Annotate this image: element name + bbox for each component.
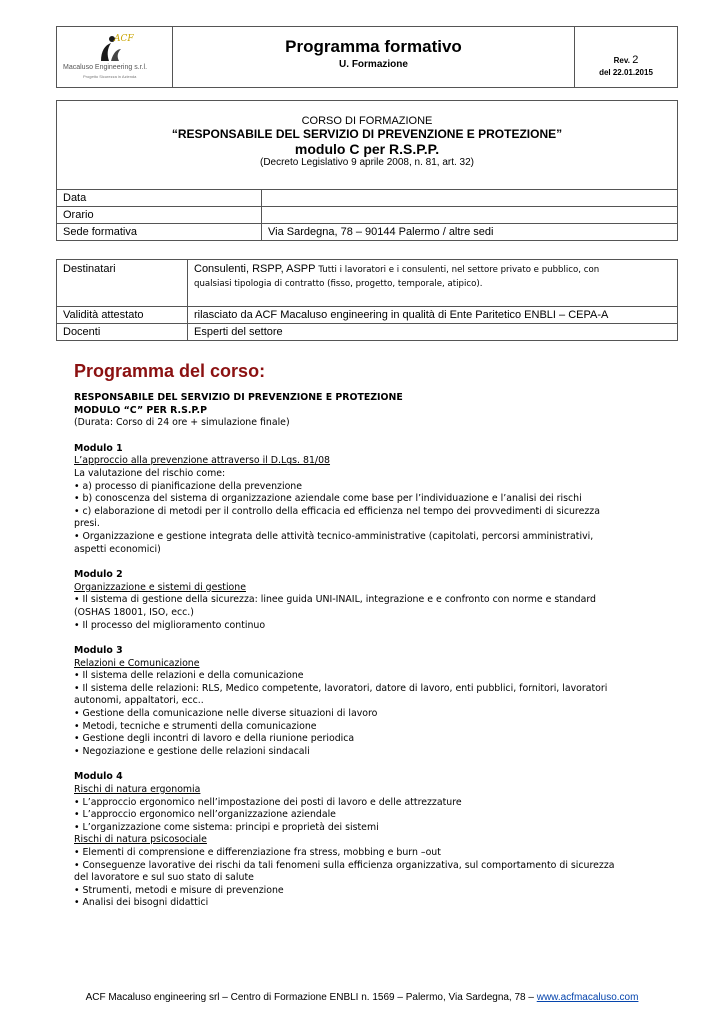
list-item: • a) processo di pianificazione della prevenzione: [74, 480, 303, 492]
destinatari-label: Destinatari: [57, 260, 188, 306]
module-title: Modulo 4: [74, 771, 123, 783]
row-label: Data: [57, 190, 262, 206]
row-value: [262, 190, 677, 206]
list-item: • Gestione degli incontri di lavoro e della riunione periodica: [74, 733, 355, 745]
page-footer: [0, 992, 724, 1003]
program-heading-1: RESPONSABILE DEL SERVIZIO DI PREVENZIONE E PROTEZIONE: [74, 392, 403, 403]
module-subtitle: Rischi di natura ergonomia: [74, 784, 201, 796]
list-item: • Gestione della comunicazione nelle diverse situazioni di lavoro: [74, 708, 378, 720]
docenti-label: Docenti: [57, 324, 188, 340]
row-value: [262, 207, 677, 223]
module-title: Modulo 1: [74, 442, 123, 454]
row-value: Via Sardegna, 78 – 90144 Palermo / altre sedi: [268, 226, 494, 238]
validita-row: [57, 306, 677, 323]
list-item: aspetti economici): [74, 543, 161, 555]
logo-tagline: Progetto Sicurezza in Azienda: [83, 74, 137, 79]
destinatari-value: Consulenti, RSPP, ASPP: [194, 263, 316, 275]
revision-date: del 22.01.2015: [599, 68, 653, 77]
list-item: autonomi, appaltatori, ecc..: [74, 695, 204, 707]
course-row-data: [57, 189, 677, 206]
company-logo: [57, 27, 173, 87]
program-heading-2: MODULO “C” PER R.S.P.P: [74, 404, 207, 416]
docenti-row: [57, 323, 677, 340]
list-item: • Conseguenze lavorative dei rischi da tali fenomeni sulla efficienza organizzativa, sul comportamento di sicurezza: [74, 859, 615, 871]
program-title: Programma del corso:: [74, 361, 266, 381]
website-link[interactable]: www.acfmacaluso.com: [536, 992, 639, 1003]
list-item: • Strumenti, metodi e misure di prevenzione: [74, 884, 284, 896]
module-subtitle: Rischi di natura psicosociale: [74, 834, 207, 846]
list-item: • Il sistema di gestione della sicurezza: linee guida UNI-INAIL, integrazione e e confronto con norme e standard: [74, 594, 596, 606]
document-title: Programma formativo: [285, 37, 462, 56]
list-item: • Il processo del miglioramento continuo: [74, 619, 266, 631]
acf-logo-icon: [95, 31, 134, 63]
module-subtitle: L’approccio alla prevenzione attraverso il D.Lgs. 81/08: [74, 455, 331, 467]
destinatari-detail-1: Tutti i lavoratori e i consulenti, nel settore privato e pubblico, con: [318, 265, 600, 275]
validita-value: rilasciato da ACF Macaluso engineering in qualità di Ente Paritetico ENBLI – CEPA-A: [194, 309, 609, 321]
module-subtitle: Organizzazione e sistemi di gestione: [74, 581, 246, 593]
revision-label: [575, 54, 677, 66]
row-label: Sede formativa: [57, 224, 262, 240]
module-title: Modulo 2: [74, 569, 123, 581]
course-info-box: [56, 100, 678, 241]
list-item: • Il sistema delle relazioni: RLS, Medico competente, lavoratori, datore di lavoro, enti pubblici, fornitori, lavoratori: [74, 682, 608, 694]
program-body: [74, 392, 674, 910]
logo-brand-text: Macaluso Engineering s.r.l.: [63, 64, 148, 71]
docenti-value: Esperti del settore: [194, 326, 283, 338]
list-item: • b) conoscenza del sistema di organizzazione aziendale come base per l’individuazione e l’analisi dei rischi: [74, 493, 582, 505]
list-item: (OSHAS 18001, ISO, ecc.): [74, 606, 194, 618]
list-item: • Negoziazione e gestione delle relazioni sindacali: [74, 745, 310, 757]
list-item: • L’organizzazione come sistema: principi e proprietà dei sistemi: [74, 821, 379, 833]
list-item: • c) elaborazione di metodi per il controllo della efficacia ed efficienza nel tempo dei provvedimenti di sicurezza: [74, 505, 600, 517]
rev-number: 2: [632, 54, 639, 66]
list-item: • Metodi, tecniche e strumenti della comunicazione: [74, 720, 317, 732]
list-item: • L’approccio ergonomico nell’impostazione dei posti di lavoro e delle attrezzature: [74, 796, 462, 808]
list-item: • Organizzazione e gestione integrata delle attività tecnico-amministrative (capitolati, percorsi amministrativi,: [74, 530, 594, 542]
course-type: CORSO DI FORMAZIONE: [301, 115, 433, 127]
destinatari-detail-2: qualsiasi tipologia di contratto (fisso, progetto, temporale, atipico).: [194, 279, 483, 289]
list-item: • Il sistema delle relazioni e della comunicazione: [74, 670, 304, 682]
list-item: • Analisi dei bisogni didattici: [74, 897, 209, 909]
course-row-orario: [57, 206, 677, 223]
footer-text: ACF Macaluso engineering srl – Centro di Formazione ENBLI n. 1569 – Palermo, Via Sardegna, 78 –: [85, 992, 537, 1003]
course-module: modulo C per R.S.P.P.: [294, 141, 440, 157]
list-item: • L’approccio ergonomico nell’organizzazione aziendale: [74, 809, 336, 821]
audience-info-box: [56, 259, 678, 341]
list-item: del lavoratore e sul suo stato di salute: [74, 872, 254, 884]
validita-label: Validità attestato: [57, 307, 188, 323]
logo-lettering: ACF: [114, 34, 134, 44]
course-name: “RESPONSABILE DEL SERVIZIO DI PREVENZIONE E PROTEZIONE”: [171, 127, 563, 141]
course-row-sede: [57, 223, 677, 240]
list-item: • Elementi di comprensione e differenziazione fra stress, mobbing e burn –out: [74, 847, 441, 858]
document-header: [56, 26, 678, 88]
document-subtitle: U. Formazione: [339, 59, 408, 70]
list-item: La valutazione del rischio come:: [74, 467, 226, 479]
module-subtitle: Relazioni e Comunicazione: [74, 657, 200, 669]
program-duration: (Durata: Corso di 24 ore + simulazione finale): [74, 417, 290, 429]
destinatari-row: [57, 260, 677, 306]
course-law: (Decreto Legislativo 9 aprile 2008, n. 81, art. 32): [259, 157, 474, 168]
module-title: Modulo 3: [74, 645, 123, 657]
row-label: Orario: [57, 207, 262, 223]
list-item: presi.: [74, 518, 100, 530]
rev-label: Rev.: [613, 56, 630, 65]
